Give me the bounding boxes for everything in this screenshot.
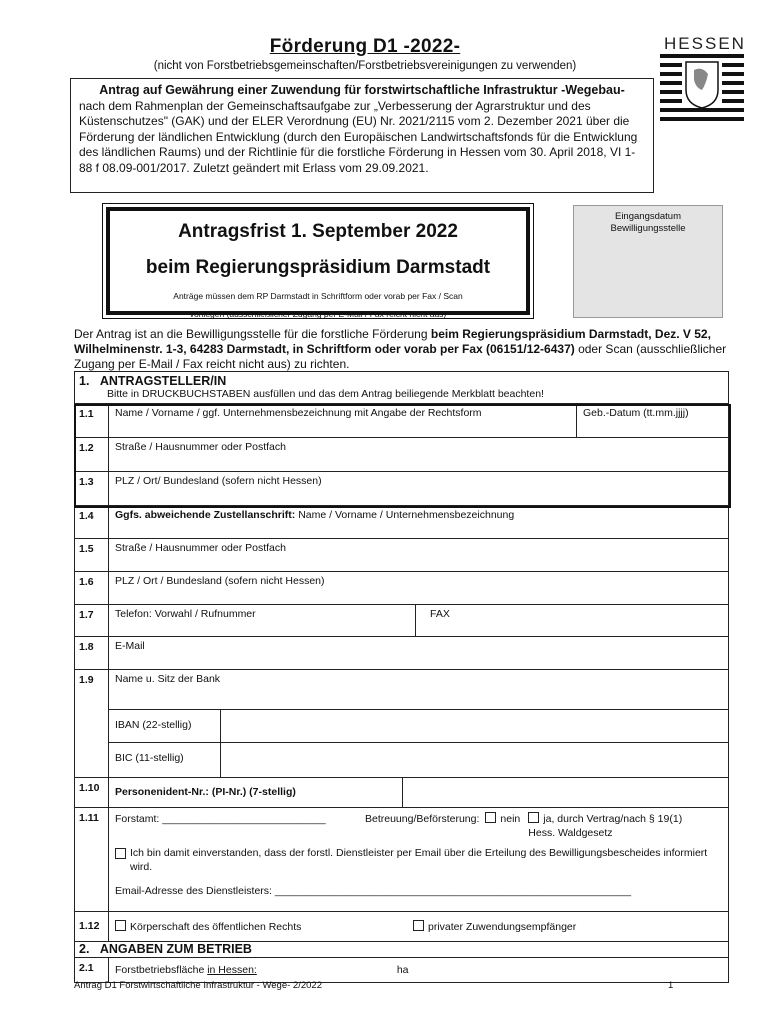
forest-area-field[interactable] xyxy=(109,958,728,982)
row-1-1 xyxy=(75,403,728,437)
email-field[interactable] xyxy=(109,637,728,669)
row-1-3 xyxy=(75,471,728,505)
address-paragraph xyxy=(74,327,734,372)
street-field[interactable] xyxy=(109,438,728,471)
row-1-11 xyxy=(75,807,728,911)
hessen-coat-of-arms-logo xyxy=(660,54,744,126)
page-number: 1 xyxy=(668,980,674,991)
row-number: 1.8 xyxy=(75,637,109,669)
field-label: Straße / Hausnummer oder Postfach xyxy=(115,542,286,554)
field-label: Forstbetriebsfläche xyxy=(115,964,208,976)
address-tail: oder Scan (ausschließlicher Zugang per E-Mail / Fax reicht nicht aus) zu richten. xyxy=(74,342,727,371)
alt-street-field[interactable] xyxy=(109,539,728,571)
consent-label: Ich bin damit einverstanden, dass der forstl. Dienstleister per Email über die Erteilung des Bewilligungsbescheides informiert wird. xyxy=(130,847,708,873)
field-label: Name u. Sitz der Bank xyxy=(115,673,221,685)
iban-label: IBAN (22-stellig) xyxy=(109,710,221,743)
bic-label: BIC (11-stellig) xyxy=(109,743,221,777)
deadline-note-2: vorliegen (ausschließlicher Zugang per E-Mail / Fax reicht nicht aus) xyxy=(189,309,447,319)
private-recipient-label: privater Zuwendungsempfänger xyxy=(428,921,577,933)
footer-text: Antrag D1 Forstwirtschaftliche Infrastruktur - Wege- 2/2022 xyxy=(74,980,322,991)
nein-checkbox[interactable] xyxy=(485,812,496,823)
row-number: 1.11 xyxy=(75,808,109,911)
section-1-header xyxy=(75,372,728,403)
row-1-7 xyxy=(75,604,728,636)
field-label: Straße / Hausnummer oder Postfach xyxy=(115,441,286,453)
public-body-checkbox[interactable] xyxy=(115,920,126,931)
field-label: Name / Vorname / Unternehmensbezeichnung xyxy=(295,509,515,521)
intro-body: nach dem Rahmenplan der Gemeinschaftsaufgabe zur „Verbesserung der Agrarstruktur und des Küstenschutzes" (GAK) und der ELER Verordnung (EU) Nr. 2021/2115 vom 2. Dezember 2021 über die Förderung der ländlichen Entwicklung (durch den Europäischen Landwirtschaftsfonds für die Entwicklung des ländlichen Raums) und der Richtlinie für die forstliche Förderung in Hessen vom 30. April 2018, VI 1-88 f 08.09-001/2017. Zuletzt geändert mit Erlass vom 29.09.2021. xyxy=(79,98,638,175)
iban-input[interactable] xyxy=(221,710,728,743)
field-label: PLZ / Ort / Bundesland (sofern nicht Hessen) xyxy=(115,575,325,587)
row-1-5 xyxy=(75,538,728,571)
deadline-box xyxy=(102,203,534,319)
address-lead: Der Antrag ist an die Bewilligungsstelle für die forstliche Förderung xyxy=(74,327,431,341)
row-number: 1.6 xyxy=(75,572,109,604)
deadline-date: Antragsfrist 1. September 2022 xyxy=(178,221,458,242)
row-number: 1.12 xyxy=(75,912,109,941)
row-1-4 xyxy=(75,505,728,538)
field-label: PLZ / Ort/ Bundesland (sofern nicht Hessen) xyxy=(115,475,322,487)
row-number: 1.5 xyxy=(75,539,109,571)
unit-label: ha xyxy=(396,964,409,976)
city-field[interactable] xyxy=(109,472,728,505)
field-label: FAX xyxy=(430,608,450,620)
section-2-title: ANGABEN ZUM BETRIEB xyxy=(99,942,252,956)
deadline-authority: beim Regierungspräsidium Darmstadt xyxy=(145,257,491,278)
page-title: Förderung D1 -2022- xyxy=(269,36,461,57)
row-2-1 xyxy=(75,957,728,982)
field-label-bold: Ggfs. abweichende Zustellanschrift: xyxy=(115,509,296,521)
forstamt-field[interactable]: Forstamt: ____________________________ xyxy=(115,813,326,825)
row-1-12 xyxy=(75,911,728,941)
deadline-note-1: Anträge müssen dem RP Darmstadt in Schriftform oder vorab per Fax / Scan xyxy=(173,291,463,301)
address-bold: beim Regierungspräsidium Darmstadt, Dez. V 52, Wilhelminenstr. 1-3, 64283 Darmstadt, in Schriftform oder vorab per Fax (06151/12-6437) xyxy=(74,327,711,356)
row-1-6 xyxy=(75,571,728,604)
row-number: 1.9 xyxy=(75,670,109,777)
alt-city-field[interactable] xyxy=(109,572,728,604)
section-1-number: 1. xyxy=(79,374,90,388)
row-1-2 xyxy=(75,437,728,471)
row-number: 1.1 xyxy=(75,404,109,437)
field-label-underlined: in Hessen: xyxy=(207,964,257,976)
betreuung-label: Betreuung/Beförsterung: xyxy=(365,813,480,825)
stamp-label-1: Eingangsdatum xyxy=(614,211,682,222)
field-label: E-Mail xyxy=(115,640,145,652)
pi-number-label: Personenident-Nr.: (PI-Nr.) (7-stellig) xyxy=(109,778,403,807)
phone-field[interactable] xyxy=(109,605,416,636)
applicant-form-grid xyxy=(74,371,729,983)
field-label: Name / Vorname / ggf. Unternehmensbezeichnung mit Angabe der Rechtsform xyxy=(115,407,482,419)
row-number: 1.7 xyxy=(75,605,109,636)
fax-field[interactable] xyxy=(416,605,728,636)
name-field[interactable] xyxy=(109,404,577,437)
bank-name-field[interactable] xyxy=(109,670,728,710)
public-body-label: Körperschaft des öffentlichen Rechts xyxy=(130,921,302,933)
service-email-field[interactable]: Email-Adresse des Dienstleisters: _____________________________________________________________ xyxy=(115,885,632,897)
section-2-header xyxy=(75,941,728,957)
intro-heading: Antrag auf Gewährung einer Zuwendung für forstwirtschaftliche Infrastruktur -Wegebau- xyxy=(99,83,625,97)
receipt-stamp-field[interactable] xyxy=(573,205,723,318)
row-number: 1.10 xyxy=(75,778,109,807)
row-1-8 xyxy=(75,636,728,669)
stamp-label-2: Bewilligungsstelle xyxy=(610,223,686,234)
row-number: 1.2 xyxy=(75,438,109,471)
birthdate-field[interactable] xyxy=(577,404,728,437)
row-number: 1.4 xyxy=(75,506,109,538)
row-1-10 xyxy=(75,777,728,807)
ja-label: ja, durch Vertrag/nach § 19(1) Hess. Waldgesetz xyxy=(528,813,683,839)
section-1-hint: Bitte in DRUCKBUCHSTABEN ausfüllen und das dem Antrag beiliegende Merkblatt beachten! xyxy=(107,388,544,400)
row-number: 1.3 xyxy=(75,472,109,505)
pi-number-input[interactable] xyxy=(403,778,728,807)
section-2-number: 2. xyxy=(79,942,90,956)
field-label: Telefon: Vorwahl / Rufnummer xyxy=(115,608,256,620)
ja-checkbox[interactable] xyxy=(528,812,539,823)
alt-address-name-field[interactable] xyxy=(109,506,728,538)
bic-input[interactable] xyxy=(221,743,728,777)
private-recipient-checkbox[interactable] xyxy=(413,920,424,931)
row-number: 2.1 xyxy=(75,958,109,982)
field-label: Geb.-Datum (tt.mm.jjjj) xyxy=(583,407,689,419)
intro-box xyxy=(70,78,654,193)
page-subtitle: (nicht von Forstbetriebsgemeinschaften/Forstbetriebsvereinigungen zu verwenden) xyxy=(153,60,577,72)
consent-checkbox[interactable] xyxy=(115,848,126,859)
row-1-9 xyxy=(75,669,728,777)
section-1-title: ANTRAGSTELLER/IN xyxy=(99,374,227,388)
nein-label: nein xyxy=(500,813,521,825)
hessen-brand: HESSEN xyxy=(664,34,746,53)
